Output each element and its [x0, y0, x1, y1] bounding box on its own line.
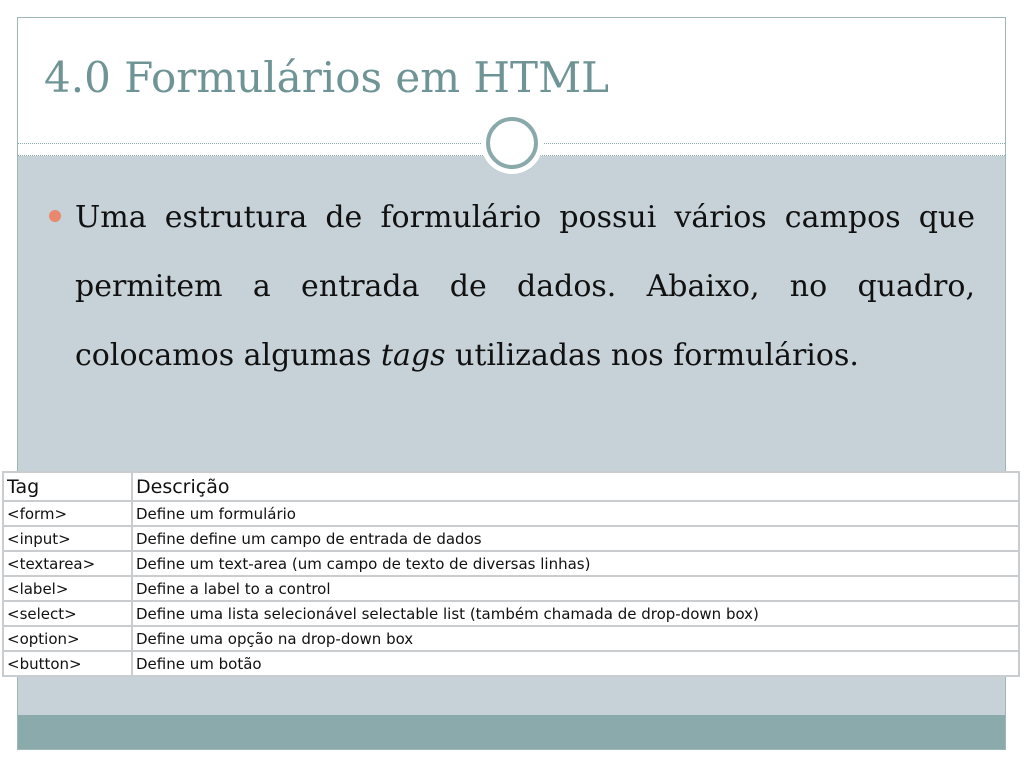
description-cell: Define um formulário: [132, 501, 1019, 526]
tag-cell: <select>: [3, 601, 132, 626]
tag-cell: <option>: [3, 626, 132, 651]
table-row: [3, 626, 1019, 651]
table-row: [3, 651, 1019, 676]
decorative-circle-icon: [486, 117, 538, 169]
column-header-tag: Tag: [3, 472, 132, 501]
tag-cell: <textarea>: [3, 551, 132, 576]
tag-cell: <form>: [3, 501, 132, 526]
column-header-description: Descrição: [132, 472, 1019, 501]
description-cell: Define a label to a control: [132, 576, 1019, 601]
bullet-text-emphasis: tags: [380, 338, 446, 373]
bullet-text: [75, 183, 975, 390]
bullet-dot-icon: [49, 210, 61, 222]
table-row: [3, 601, 1019, 626]
tags-table: [2, 471, 1020, 677]
description-cell: Define um text-area (um campo de texto de diversas linhas): [132, 551, 1019, 576]
table-row: [3, 501, 1019, 526]
description-cell: Define um botão: [132, 651, 1019, 676]
table-row: [3, 551, 1019, 576]
table-row: [3, 576, 1019, 601]
table-header-row: [3, 472, 1019, 501]
slide-title: 4.0 Formulários em HTML: [44, 53, 609, 102]
description-cell: Define uma opção na drop-down box: [132, 626, 1019, 651]
table-row: [3, 526, 1019, 551]
bullet-text-after: utilizadas nos formulários.: [445, 338, 859, 373]
tag-cell: <input>: [3, 526, 132, 551]
description-cell: Define define um campo de entrada de dados: [132, 526, 1019, 551]
tag-cell: <button>: [3, 651, 132, 676]
bullet-text-before: Uma estrutura de formulário possui vários campos que permitem a entrada de dados. Abaixo, no quadro, colocamos algumas: [75, 200, 975, 373]
description-cell: Define uma lista selecionável selectable list (também chamada de drop-down box): [132, 601, 1019, 626]
tag-cell: <label>: [3, 576, 132, 601]
